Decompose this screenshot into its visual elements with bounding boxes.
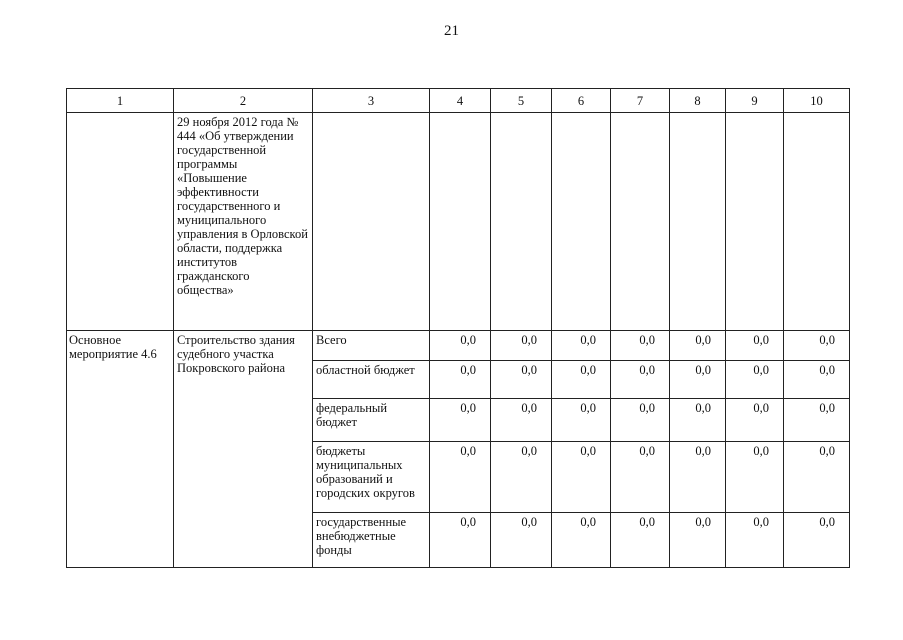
value-cell: 0,0 xyxy=(552,331,611,361)
funding-row xyxy=(67,331,850,361)
continued-text: 29 ноября 2012 года № 444 «Об утверждении государственной программы «Повышение эффективности государственного и муниципального управления в Орловской области, поддержка институтов гражданского общества» xyxy=(174,113,313,331)
value-cell: 0,0 xyxy=(726,361,784,399)
value-cell: 0,0 xyxy=(491,513,552,568)
value-cell: 0,0 xyxy=(726,513,784,568)
column-number-row xyxy=(67,89,850,113)
budget-table xyxy=(66,88,850,568)
column-header: 9 xyxy=(726,89,784,113)
value-cell: 0,0 xyxy=(552,442,611,513)
value-cell: 0,0 xyxy=(726,442,784,513)
column-header: 4 xyxy=(430,89,491,113)
empty-cell xyxy=(313,113,430,331)
value-cell: 0,0 xyxy=(784,361,850,399)
column-header: 7 xyxy=(611,89,670,113)
value-cell: 0,0 xyxy=(552,513,611,568)
funding-source: бюджеты муниципальных образований и городских округов xyxy=(313,442,430,513)
funding-source: государственные внебюджетные фонды xyxy=(313,513,430,568)
funding-source: областной бюджет xyxy=(313,361,430,399)
activity-description: Строительство здания судебного участка Покровского района xyxy=(174,331,313,568)
value-cell: 0,0 xyxy=(430,361,491,399)
value-cell: 0,0 xyxy=(491,442,552,513)
value-cell: 0,0 xyxy=(430,442,491,513)
value-cell: 0,0 xyxy=(491,331,552,361)
column-header: 2 xyxy=(174,89,313,113)
column-header: 8 xyxy=(670,89,726,113)
value-cell: 0,0 xyxy=(491,361,552,399)
value-cell: 0,0 xyxy=(430,331,491,361)
value-cell: 0,0 xyxy=(670,399,726,442)
value-cell: 0,0 xyxy=(611,513,670,568)
value-cell: 0,0 xyxy=(611,399,670,442)
empty-cell xyxy=(430,113,491,331)
value-cell: 0,0 xyxy=(784,399,850,442)
page-number: 21 xyxy=(444,23,459,39)
funding-source: федеральный бюджет xyxy=(313,399,430,442)
empty-cell xyxy=(784,113,850,331)
column-header: 5 xyxy=(491,89,552,113)
empty-cell xyxy=(552,113,611,331)
value-cell: 0,0 xyxy=(784,513,850,568)
value-cell: 0,0 xyxy=(784,442,850,513)
empty-cell xyxy=(67,113,174,331)
value-cell: 0,0 xyxy=(430,399,491,442)
column-header: 3 xyxy=(313,89,430,113)
value-cell: 0,0 xyxy=(491,399,552,442)
value-cell: 0,0 xyxy=(670,513,726,568)
value-cell: 0,0 xyxy=(726,399,784,442)
column-header: 10 xyxy=(784,89,850,113)
value-cell: 0,0 xyxy=(726,331,784,361)
activity-name: Основное мероприятие 4.6 xyxy=(67,331,174,568)
value-cell: 0,0 xyxy=(611,361,670,399)
column-header: 6 xyxy=(552,89,611,113)
empty-cell xyxy=(726,113,784,331)
funding-source: Всего xyxy=(313,331,430,361)
value-cell: 0,0 xyxy=(552,361,611,399)
value-cell: 0,0 xyxy=(611,331,670,361)
empty-cell xyxy=(491,113,552,331)
continued-row xyxy=(67,113,850,331)
value-cell: 0,0 xyxy=(430,513,491,568)
value-cell: 0,0 xyxy=(552,399,611,442)
column-header: 1 xyxy=(67,89,174,113)
value-cell: 0,0 xyxy=(611,442,670,513)
value-cell: 0,0 xyxy=(670,361,726,399)
value-cell: 0,0 xyxy=(670,442,726,513)
value-cell: 0,0 xyxy=(670,331,726,361)
empty-cell xyxy=(670,113,726,331)
value-cell: 0,0 xyxy=(784,331,850,361)
empty-cell xyxy=(611,113,670,331)
